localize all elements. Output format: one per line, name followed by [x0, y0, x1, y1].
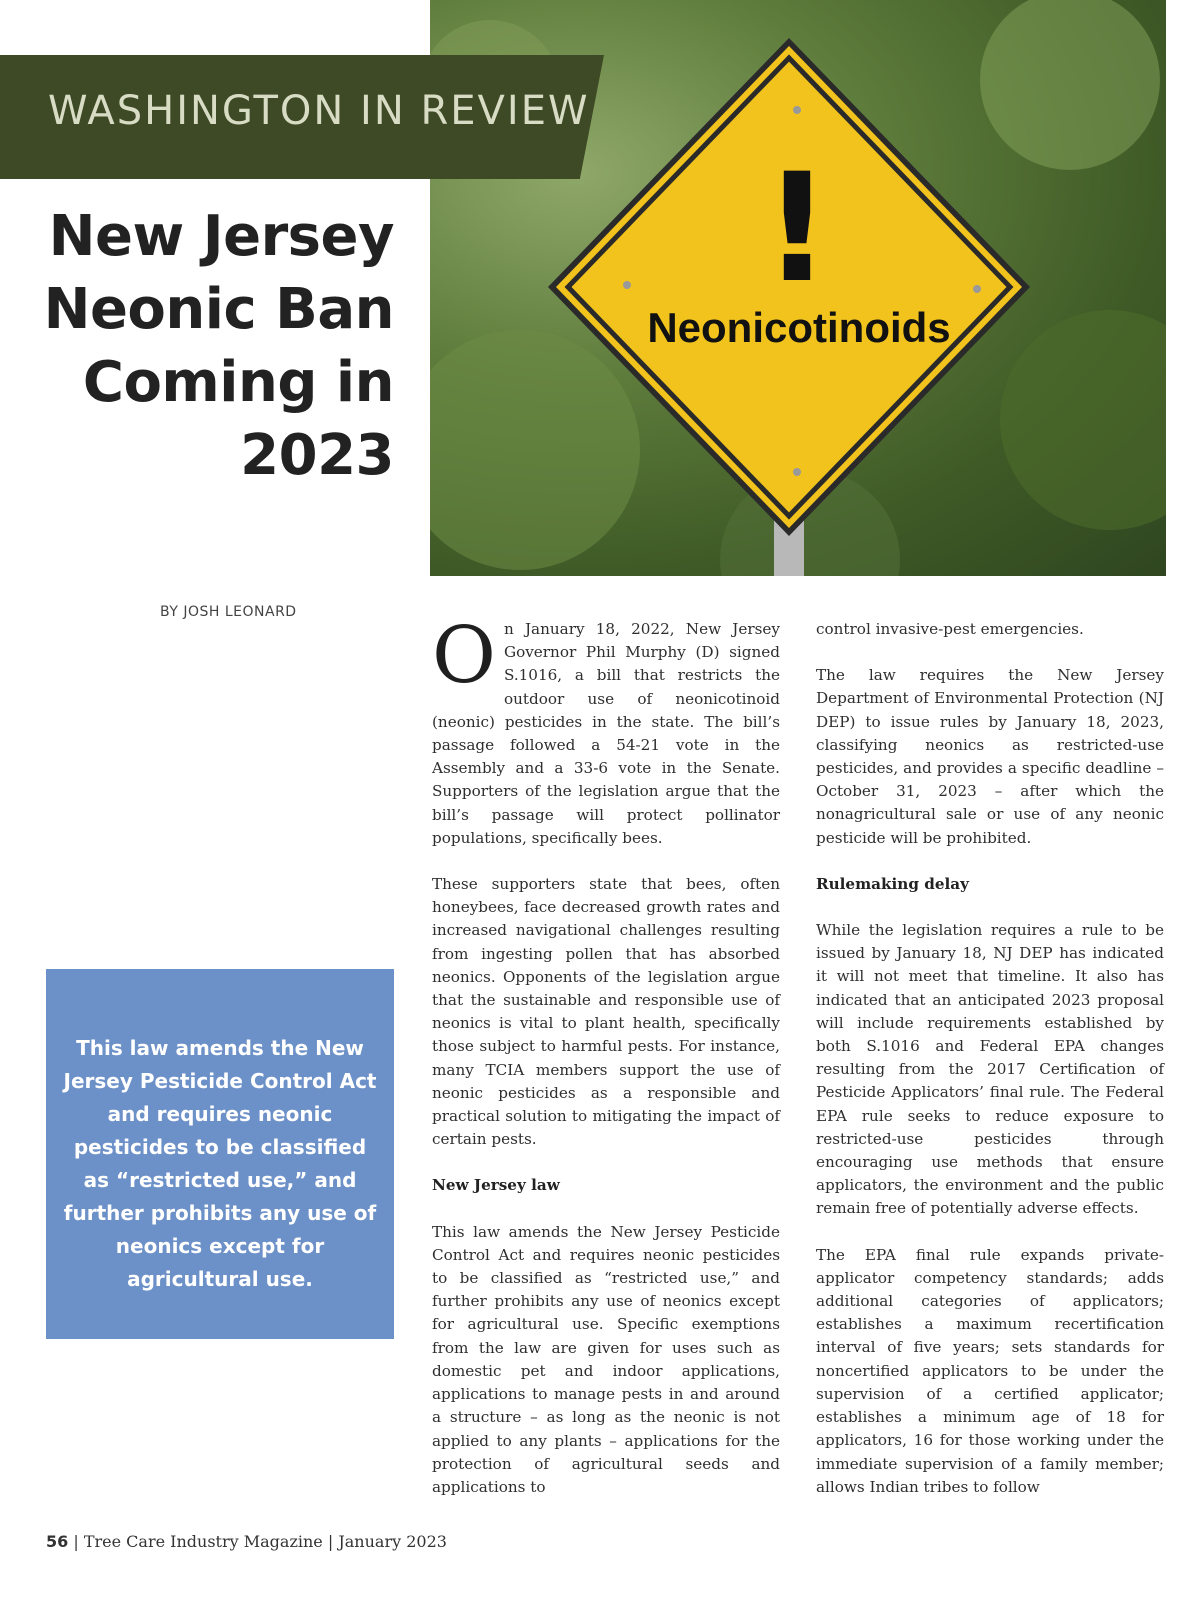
headline-line: 2023: [240, 423, 394, 488]
headline-line: Coming in: [82, 350, 394, 415]
subheading: New Jersey law: [432, 1176, 560, 1195]
headline-line: New Jersey: [48, 204, 394, 269]
article-paragraph: control invasive-pest emergencies.: [816, 620, 1084, 638]
footer-text: | Tree Care Industry Magazine | January 2023: [73, 1532, 447, 1551]
sign-text: Neonicotinoids: [647, 304, 951, 351]
drop-cap: O: [432, 611, 496, 701]
page-footer: [46, 1532, 447, 1551]
section-title: WASHINGTON IN REVIEW: [48, 88, 590, 134]
article-headline: [40, 200, 394, 492]
article-paragraph: These supporters state that bees, often honeybees, face decreased growth rates and increased navigational challenges resulting from ingesting pollen that has absorbed neonics. Opponents of the legislation argue that the sustainable and responsible use of neonics is vital to plant health, specifically those subject to harmful pests. For instance, many TCIA members support the use of neonic pesticides as a responsible and practical solution to mitigating the impact of certain pests.: [432, 875, 780, 1149]
article-paragraph: The law requires the New Jersey Department of Environmental Protection (NJ DEP) to issue rules by January 18, 2023, classifying neonics as restricted-use pesticides, and provides a specific deadline – October 31, 2023 – after which the nonagricultural sale or use of any neonic pesticide will be prohibited.: [816, 666, 1164, 847]
headline-line: Neonic Ban: [43, 277, 394, 342]
article-paragraph: While the legislation requires a rule to be issued by January 18, NJ DEP has indicated it will not meet that timeline. It also has indicated that an anticipated 2023 proposal will include requirements established by both S.1016 and Federal EPA changes resulting from the 2017 Certification of Pesticide Applicators’ final rule. The Federal EPA rule seeks to reduce exposure to restricted-use pesticides through encouraging use methods that ensure applicators, the environment and the public remain free of potentially adverse effects.: [816, 921, 1164, 1218]
subheading: Rulemaking delay: [816, 874, 969, 893]
byline: BY JOSH LEONARD: [160, 604, 297, 620]
page-number: 56: [46, 1532, 69, 1551]
article-column-2: [816, 618, 1164, 1522]
pull-quote-text: This law amends the New Jersey Pesticide Control Act and requires neonic pesticides to be classified as “restricted use,” and further prohibits any use of neonics except for agricultural use.: [63, 1036, 377, 1291]
article-paragraph: On January 18, 2022, New Jersey Governor Phil Murphy (D) signed S.1016, a bill that restricts the outdoor use of neonicotinoid (neonic) pesticides in the state. The bill’s passage followed a 54-21 vote in the Assembly and a 33-6 vote in the Senate. Supporters of the legislation argue that the bill’s passage will protect pollinator populations, specifically bees.: [432, 611, 780, 847]
article-column-1: [432, 611, 780, 1522]
exclamation-mark: !: [762, 142, 832, 316]
article-paragraph: This law amends the New Jersey Pesticide Control Act and requires neonic pesticides to be classified as “restricted use,” and further prohibits any use of neonics except for agricultural use. Specific exemptions from the law are given for uses such as domestic pet and indoor applications, applications to manage pests in and around a structure – as long as the neonic is not applied to any plants – applications for the protection of agricultural seeds and applications to: [432, 1222, 780, 1496]
article-paragraph: The EPA final rule expands private-applicator competency standards; adds additional categories of applicators; establishes a maximum recertification interval of five years; sets standards for noncertified applicators to be under the supervision of a certified applicator; establishes a minimum age of 18 for applicators, 16 for those working under the immediate supervision of a family member; allows Indian tribes to follow: [816, 1245, 1164, 1496]
